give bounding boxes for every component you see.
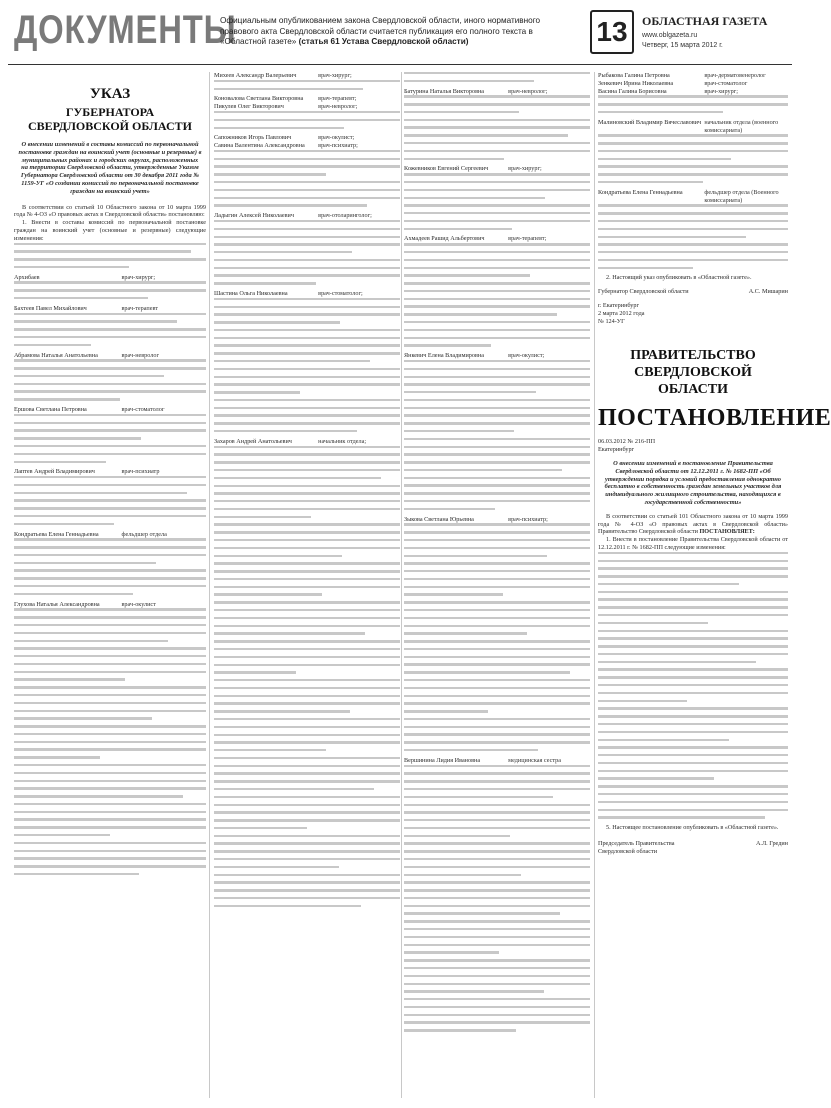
- decree-title: УКАЗ: [89, 86, 131, 102]
- text-block: [14, 538, 206, 595]
- member-name: Абрамова Наталья Анатольевна: [14, 351, 98, 359]
- column-3: [404, 72, 590, 1100]
- column-divider: [209, 72, 210, 1098]
- member-name: Шастина Ольга Николаевна: [214, 289, 288, 297]
- text-block: [598, 552, 788, 819]
- member-role: врач-психиатр;: [508, 515, 548, 523]
- list-item: [214, 72, 400, 80]
- header-description: [220, 16, 576, 48]
- member-name: Захаров Андрей Анатольевич: [214, 437, 292, 445]
- member-role: врач-окулист;: [318, 134, 355, 142]
- text-block: [14, 243, 206, 269]
- sign-date: 2 марта 2012 года: [598, 309, 645, 317]
- member-role: врач-хирург;: [318, 72, 352, 79]
- list-item: [14, 352, 206, 360]
- column-1: [14, 72, 206, 1100]
- resolution-body-3: 5. Настоящее постановление опубликовать в «Областной газете».: [606, 824, 779, 832]
- resolution-body-1: [598, 513, 788, 536]
- member-name: Кондратьева Елена Геннадьевна: [598, 188, 683, 196]
- member-role: врач-психиатр: [121, 468, 160, 476]
- text-block: [404, 72, 590, 82]
- decree-item-2: 2. Настоящий указ опубликовать в «Областной газете».: [606, 274, 752, 282]
- resolution-place: Екатеринбург: [598, 446, 635, 454]
- resolution-body-2: 1. Внести в постановление Правительства Свердловской области от 12.12.2011 г. № 1682-ПП следующие изменения:: [598, 536, 788, 551]
- resolution-title: ПОСТАНОВЛЕНИЕ: [598, 405, 831, 432]
- member-role: врач-стоматолог;: [318, 289, 363, 297]
- member-name: Ершова Светлана Петровна: [14, 406, 87, 414]
- text-block: [14, 281, 206, 299]
- member-role: врач-терапевт;: [318, 95, 357, 103]
- member-role: врач-хирург;: [508, 165, 542, 173]
- member-role: врач-невролог;: [318, 103, 358, 111]
- member-role: врач-окулист: [121, 600, 156, 608]
- government-title: ПРАВИТЕЛЬСТВО СВЕРДЛОВСКОЙ ОБЛАСТИ: [630, 348, 756, 398]
- list-item: [404, 235, 590, 243]
- text-block: [14, 608, 206, 875]
- member-role: врач-отоларинголог;: [318, 212, 372, 220]
- header-description-bold: (статья 61 Устава Свердловской области): [298, 37, 469, 47]
- member-name: Зыкова Светлана Юрьевна: [404, 515, 474, 523]
- decree-item-1: 1. Внести в составы комиссий по первоначальной постановке граждан на воинский учет (основные и резервные) следующие изменения:: [14, 219, 206, 242]
- member-role: врач-психиатр;: [318, 142, 358, 150]
- resolution-date: 06.03.2012 № 216-ПП: [598, 438, 656, 446]
- member-role: врач-терапевт;: [508, 235, 547, 243]
- list-item: [404, 757, 590, 765]
- member-name: Бахтеев Павел Михайлович: [14, 304, 87, 312]
- list-item: [214, 290, 400, 298]
- member-name: Коновалова Светлана Викторовна: [214, 95, 304, 103]
- list-item: [214, 134, 400, 142]
- list-item: [598, 72, 788, 80]
- decree-subtitle: ГУБЕРНАТОРА СВЕРДЛОВСКОЙ ОБЛАСТИ: [28, 105, 192, 133]
- list-item: [14, 531, 206, 539]
- column-divider: [594, 72, 595, 1098]
- member-role: начальник отдела;: [318, 437, 367, 445]
- member-name: Ахмадеев Рашид Альбертович: [404, 235, 485, 243]
- decree-lead: О внесении изменений в составы комиссий по первоначальной постановке граждан на воинский учет (основные и резервные) в муниципальных районах и городских округах, расположенных на территории Свердловской области, утвержденные Указом Губернатора Свердловской области от 30 декабря 2011 года № 1159-УГ «О создании комиссий по первоначальной постановке граждан на воинский учет»: [18, 141, 202, 195]
- text-block: [404, 523, 590, 751]
- list-item: [598, 88, 788, 96]
- governor-title: Губернатор Свердловской области: [598, 288, 689, 296]
- resolution-body-1-text: В соответствии со статьей 101 Областного закона от 10 марта 1999 года № 4-ОЗ «О правовых актах в Свердловской области» Правительство Свердловской области: [598, 512, 788, 536]
- list-item: [598, 80, 788, 88]
- member-role: врач-окулист;: [508, 352, 545, 360]
- resolution-lead: О внесении изменений в постановление Правительства Свердловской области от 12.12.2011 г. № 1682-ПП «Об утверждении порядка и условий предоставления однократно бесплатно в собственность граждан земельных участков для индивидуального жилищного строительства, находящихся в государственной собственности»: [604, 460, 782, 506]
- section-logo: ДОКУМЕНТЫ: [14, 8, 237, 52]
- member-name: Лаптев Андрей Владимирович: [14, 468, 95, 476]
- newspaper-site[interactable]: www.oblgazeta.ru: [642, 32, 698, 39]
- decree-intro: В соответствии со статьей 10 Областного закона от 10 марта 1999 года № 4-ОЗ «О правовых актах в Свердловской области» постановляю:: [14, 203, 206, 219]
- member-name: Сапожников Игорь Павлович: [214, 134, 292, 142]
- member-role: врач-стоматолог: [704, 79, 748, 87]
- text-block: [404, 243, 590, 347]
- text-block: [14, 359, 206, 400]
- issue-date: Четверг, 15 марта 2012 г.: [642, 42, 723, 49]
- member-name: Ладыгин Алексей Николаевич: [214, 212, 294, 220]
- list-item: [214, 212, 400, 220]
- list-item: [14, 305, 206, 313]
- list-item: [14, 601, 206, 609]
- list-item: [214, 103, 400, 111]
- text-block: [598, 95, 788, 113]
- member-name: Пикулев Олег Викторович: [214, 103, 284, 111]
- text-block: [404, 173, 590, 230]
- text-block: [598, 134, 788, 183]
- member-name: Кондратьева Елена Геннадьевна: [14, 530, 99, 538]
- chair-signature: [598, 840, 788, 856]
- list-item: [214, 142, 400, 150]
- column-2: [214, 72, 400, 1100]
- list-item: [404, 516, 590, 524]
- list-item: [598, 119, 788, 135]
- member-name: Савина Валентина Александровна: [214, 142, 305, 150]
- member-role: врач-хирург;: [704, 87, 738, 95]
- governor-name: А.С. Мишарин: [748, 288, 788, 296]
- list-item: [14, 274, 206, 282]
- sign-place: г. Екатеринбург: [598, 302, 640, 310]
- list-item: [214, 95, 400, 103]
- member-name: Зенкевич Ирина Николаевна: [598, 79, 674, 87]
- list-item: [598, 189, 788, 205]
- text-block: [214, 298, 400, 433]
- list-item: [14, 406, 206, 414]
- member-name: Глухова Наталья Александровна: [14, 600, 100, 608]
- member-role: фельдшер отдела: [121, 530, 167, 538]
- decree-number: № 124-УГ: [598, 317, 625, 325]
- member-role: начальник отдела (военного комиссариата): [704, 118, 779, 134]
- text-block: [14, 476, 206, 525]
- text-block: [598, 204, 788, 269]
- member-role: врач-стоматолог: [121, 406, 165, 414]
- member-name: Михеев Александр Валерьевич: [214, 72, 297, 79]
- text-block: [14, 313, 206, 347]
- member-role: врач-невролог: [121, 351, 160, 359]
- text-block: [14, 414, 206, 463]
- resolution-keyword: ПОСТАНОВЛЯЕТ:: [699, 528, 755, 536]
- column-4: [598, 72, 831, 1100]
- governor-signature: [598, 288, 788, 296]
- page-header: [8, 6, 792, 65]
- list-item: [404, 352, 590, 360]
- member-role: фельдшер отдела (Военного комиссариата): [704, 188, 779, 204]
- list-item: [404, 165, 590, 173]
- member-role: врач-дерматовенеролог: [704, 72, 766, 79]
- list-item: [404, 88, 590, 96]
- member-role: врач-терапевт: [121, 304, 158, 312]
- text-block: [214, 150, 400, 207]
- text-block: [404, 765, 590, 1032]
- member-name: Янкевич Елена Владимировна: [404, 352, 484, 360]
- member-name: Малиновский Владимир Вячеславович: [598, 118, 702, 126]
- page-number: 13: [590, 10, 634, 54]
- member-role: врач-невролог;: [508, 87, 548, 95]
- chair-name: А.Л. Гредин: [755, 839, 788, 847]
- text-block: [214, 80, 400, 90]
- member-name: Васина Галина Борисовна: [598, 87, 667, 95]
- member-name: Архибаев: [14, 273, 40, 281]
- newspaper-name: ОБЛАСТНАЯ ГАЗЕТА: [642, 14, 768, 28]
- header-description-text: Официальным опубликованием закона Свердловской области, иного нормативного правового акта Свердловской области считается публикация его полного текста в «Областной газете»: [220, 16, 541, 47]
- member-name: Кожевников Евгений Сергеевич: [404, 165, 489, 173]
- member-name: Вершинина Лидия Ивановна: [404, 756, 481, 764]
- column-divider: [401, 72, 402, 1098]
- text-block: [404, 95, 590, 160]
- member-name: Батурина Наталья Викторовна: [404, 87, 485, 95]
- list-item: [214, 438, 400, 446]
- member-role: медицинская сестра: [508, 756, 562, 764]
- text-block: [214, 220, 400, 285]
- text-block: [214, 446, 400, 907]
- chair-title: Председатель Правительства Свердловской области: [598, 839, 675, 855]
- text-block: [404, 360, 590, 510]
- member-role: врач-хирург;: [121, 273, 156, 281]
- list-item: [14, 468, 206, 476]
- member-name: Рыбакова Галина Петровна: [598, 72, 670, 79]
- text-block: [214, 111, 400, 129]
